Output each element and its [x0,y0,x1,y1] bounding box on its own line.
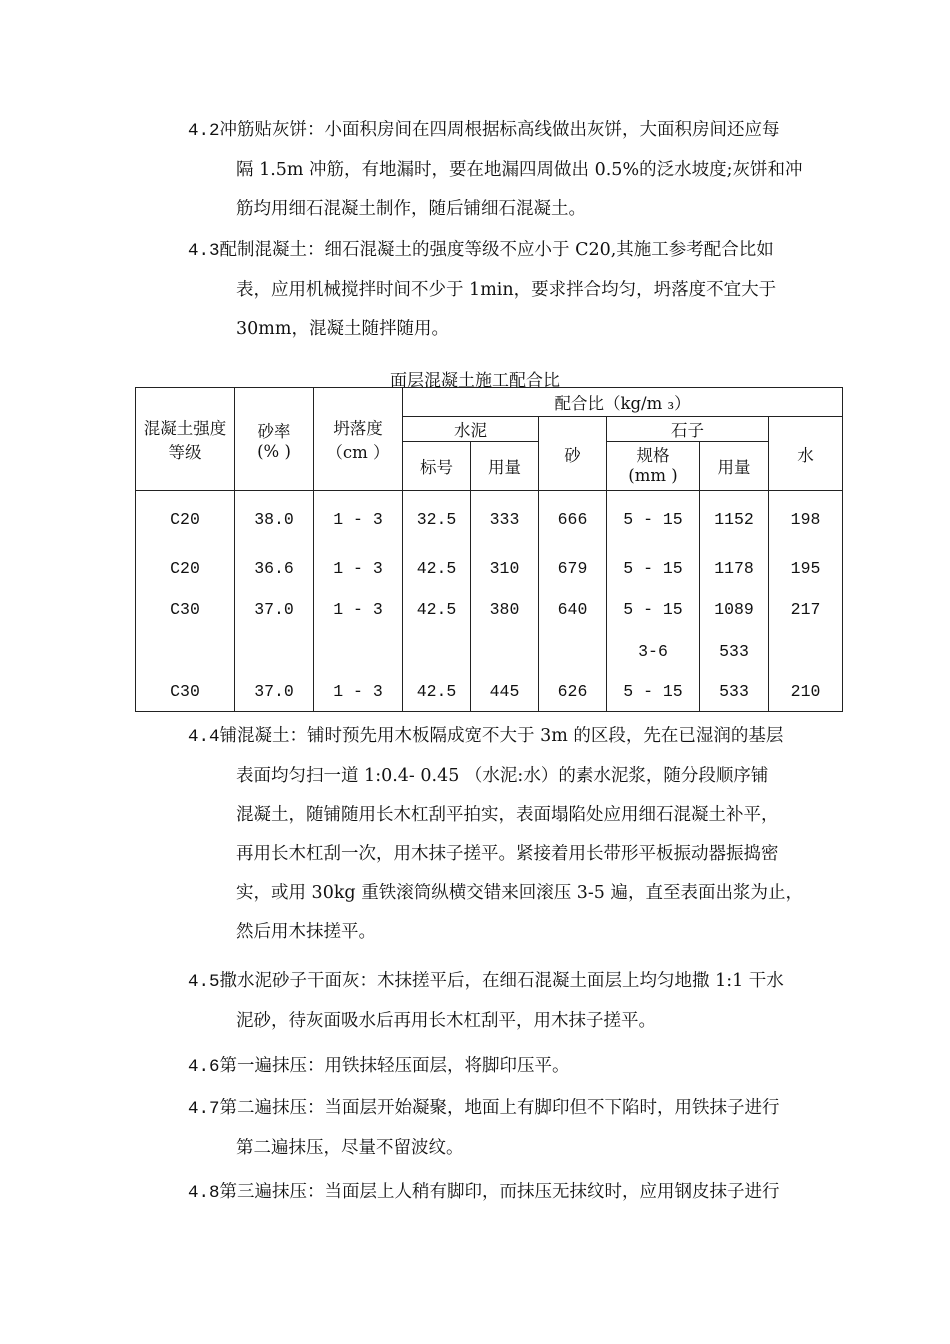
paragraph-line: 配制混凝土：细石混凝土的强度等级不应小于 C20,其施工参考配合比如 [219,240,774,260]
header-cement-grade: 标号 [403,442,471,491]
cell-cement-amount: 310 [471,549,539,589]
cell-slump: 1 - 3 [314,673,403,712]
cell-slump: 1 - 3 [314,491,403,549]
paragraph-4-6 [188,1047,848,1087]
cell-cement-grade: 32.5 [403,491,471,549]
cell-grade: C30 [136,589,235,631]
table-caption: 面层混凝土施工配合比 [390,371,560,391]
cell-stone-spec: 5 - 15 [607,673,700,712]
header-stone: 石子 [607,417,769,442]
cell-sand: 640 [539,589,607,631]
cell-sand-ratio: 37.0 [235,673,314,712]
cell-stone-amount: 1152 [700,491,769,549]
paragraph-4-8 [188,1173,848,1213]
cell-grade: C30 [136,673,235,712]
cell-grade: C20 [136,491,235,549]
paragraph-line: 再用长木杠刮一次，用木抹子搓平。紧接着用长带形平板振动器振捣密 [236,844,779,864]
paragraph-line: 表，应用机械搅拌时间不少于 1min，要求拌合均匀，坍落度不宜大于 [236,280,777,300]
header-sand-ratio: 砂率 (% ) [235,388,314,491]
paragraph-line: 第一遍抹压：用铁抹轻压面层，将脚印压平。 [219,1056,570,1076]
table-row [136,589,843,631]
paragraph-line: 冲筋贴灰饼：小面积房间在四周根据标高线做出灰饼，大面积房间还应每 [219,120,780,140]
header-stone-spec: 规格 (mm ) [607,442,700,491]
header-slump: 坍落度 （cm ） [314,388,403,491]
cell-cement-amount [471,631,539,673]
paragraph-line: 铺混凝土：铺时预先用木板隔成宽不大于 3m 的区段，先在已湿润的基层 [219,726,784,746]
paragraph-4-3 [188,231,848,349]
paragraph-4-4 [188,717,848,952]
cell-stone-spec: 3-6 [607,631,700,673]
cell-sand: 626 [539,673,607,712]
cell-cement-grade: 42.5 [403,673,471,712]
paragraph-line: 实，或用 30kg 重铁滚筒纵横交错来回滚压 3-5 遍，直至表面出浆为止， [236,883,804,903]
header-grade: 混凝土强度 等级 [136,388,235,491]
cell-water: 210 [769,673,843,712]
header-mix-ratio: 配合比（kg/m ₃） [403,388,843,417]
cell-sand-ratio: 36.6 [235,549,314,589]
cell-cement-amount: 380 [471,589,539,631]
cell-cement-amount: 445 [471,673,539,712]
cell-water: 195 [769,549,843,589]
cell-grade [136,631,235,673]
cell-stone-amount: 1089 [700,589,769,631]
table-row [136,673,843,712]
paragraph-4-5 [188,962,848,1041]
section-number: 4.8 [188,1183,220,1203]
cell-slump [314,631,403,673]
cell-cement-grade [403,631,471,673]
paragraph-line: 第二遍抹压，尽量不留波纹。 [236,1138,464,1158]
cell-sand-ratio [235,631,314,673]
cell-stone-spec: 5 - 15 [607,491,700,549]
header-water: 水 [769,417,843,491]
cell-slump: 1 - 3 [314,549,403,589]
section-number: 4.4 [188,727,220,747]
header-stone-amount: 用量 [700,442,769,491]
cell-water: 217 [769,589,843,631]
section-number: 4.2 [188,121,220,141]
section-number: 4.6 [188,1057,220,1077]
cell-sand: 666 [539,491,607,549]
cell-stone-spec: 5 - 15 [607,589,700,631]
cell-grade: C20 [136,549,235,589]
table-row [136,549,843,589]
mix-ratio-table [135,387,843,712]
cell-slump: 1 - 3 [314,589,403,631]
cell-water [769,631,843,673]
cell-stone-amount: 1178 [700,549,769,589]
cell-stone-amount: 533 [700,673,769,712]
section-number: 4.7 [188,1099,220,1119]
header-cement: 水泥 [403,417,539,442]
paragraph-line: 表面均匀扫一道 1:0.4- 0.45 （水泥:水）的素水泥浆，随分段顺序铺 [236,766,769,786]
header-cement-amount: 用量 [471,442,539,491]
section-number: 4.5 [188,972,220,992]
paragraph-line: 隔 1.5m 冲筋，有地漏时，要在地漏四周做出 0.5%的泛水坡度;灰饼和冲 [236,160,803,180]
cell-sand [539,631,607,673]
section-number: 4.3 [188,241,220,261]
paragraph-line: 然后用木抹搓平。 [236,922,376,942]
paragraph-line: 撒水泥砂子干面灰：木抹搓平后，在细石混凝土面层上均匀地撒 1:1 干水 [219,971,784,991]
paragraph-line: 泥砂，待灰面吸水后再用长木杠刮平，用木抹子搓平。 [236,1011,656,1031]
paragraph-4-2 [188,111,848,229]
paragraph-line: 第二遍抹压：当面层开始凝聚，地面上有脚印但不下陷时，用铁抹子进行 [219,1098,780,1118]
cell-cement-amount: 333 [471,491,539,549]
cell-stone-amount: 533 [700,631,769,673]
cell-stone-spec: 5 - 15 [607,549,700,589]
header-sand: 砂 [539,417,607,491]
cell-sand: 679 [539,549,607,589]
paragraph-4-7 [188,1089,848,1168]
cell-sand-ratio: 37.0 [235,589,314,631]
paragraph-line: 30mm，混凝土随拌随用。 [236,319,449,339]
cell-cement-grade: 42.5 [403,549,471,589]
paragraph-line: 混凝土，随铺随用长木杠刮平拍实，表面塌陷处应用细石混凝土补平， [236,805,779,825]
cell-water: 198 [769,491,843,549]
table-row [136,491,843,549]
paragraph-line: 筋均用细石混凝土制作，随后铺细石混凝土。 [236,199,586,219]
cell-cement-grade: 42.5 [403,589,471,631]
table-row [136,631,843,673]
cell-sand-ratio: 38.0 [235,491,314,549]
paragraph-line: 第三遍抹压：当面层上人稍有脚印，而抹压无抹纹时，应用钢皮抹子进行 [219,1182,780,1202]
